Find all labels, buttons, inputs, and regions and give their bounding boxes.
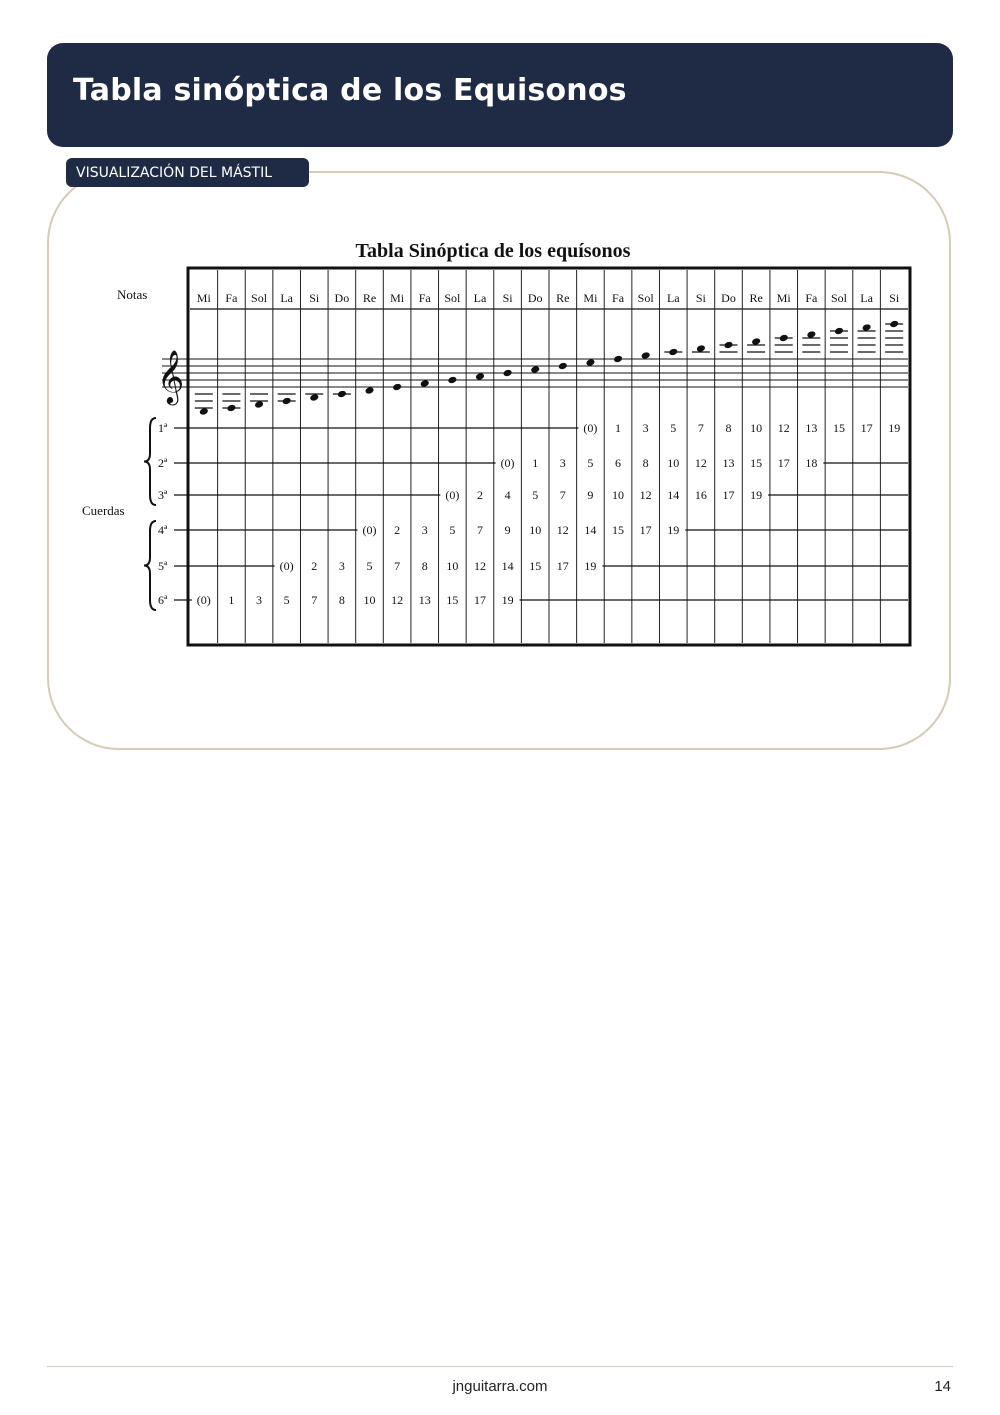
fret-number: 19 (750, 488, 763, 502)
fret-number: 9 (504, 523, 511, 537)
fret-number: 12 (777, 421, 790, 435)
fret-number: 8 (642, 456, 649, 470)
fret-number: 5 (449, 523, 456, 537)
fret-number: 19 (667, 523, 680, 537)
string-label: 4ª (158, 523, 168, 537)
note-name: La (666, 291, 680, 305)
header-banner (47, 43, 953, 147)
note-name: Sol (830, 291, 847, 305)
fret-number: 15 (529, 559, 542, 573)
fret-number: 1 (228, 593, 235, 607)
fret-number: 3 (338, 559, 345, 573)
fret-number: 15 (446, 593, 459, 607)
fret-number: 5 (587, 456, 594, 470)
fret-number: (0) (583, 421, 598, 435)
fret-number: 10 (529, 523, 542, 537)
note-head (365, 386, 375, 395)
fret-number: 19 (501, 593, 514, 607)
fret-number: 13 (805, 421, 818, 435)
note-name: La (473, 291, 487, 305)
fret-number: 17 (556, 559, 569, 573)
page-title: Tabla sinóptica de los Equisonos (73, 73, 627, 108)
fret-number: 12 (639, 488, 652, 502)
fret-number: 7 (394, 559, 401, 573)
fret-number: 3 (256, 593, 263, 607)
fret-number: 17 (722, 488, 735, 502)
fret-number: 8 (725, 421, 732, 435)
note-head (724, 341, 734, 350)
note-name: Si (309, 291, 320, 305)
note-name: La (860, 291, 873, 305)
string-label: 2ª (158, 456, 168, 470)
fret-number: 17 (473, 593, 486, 607)
fret-number: 13 (418, 593, 431, 607)
fret-number: 10 (612, 488, 625, 502)
fret-number: 3 (642, 421, 649, 435)
fret-number: 10 (750, 421, 763, 435)
note-head (282, 397, 292, 406)
note-name: Sol (444, 291, 461, 305)
note-head (337, 390, 347, 399)
note-head (530, 365, 540, 374)
fret-number: 12 (694, 456, 707, 470)
fret-number: 8 (338, 593, 345, 607)
note-name: Re (749, 291, 763, 305)
fret-number: 15 (832, 421, 845, 435)
note-name: Fa (612, 291, 625, 305)
fret-number: 8 (421, 559, 428, 573)
fret-number: 5 (532, 488, 539, 502)
fret-number: 5 (283, 593, 290, 607)
note-name: Mi (390, 291, 405, 305)
fret-number: 2 (311, 559, 318, 573)
brace-icon (144, 418, 156, 505)
fret-number: 18 (805, 456, 818, 470)
fret-number: 7 (559, 488, 566, 502)
fret-number: 3 (421, 523, 428, 537)
note-head (834, 327, 844, 336)
fret-number: 5 (366, 559, 373, 573)
brace-icon (144, 521, 156, 610)
note-name: Re (362, 291, 377, 305)
note-name: Si (889, 291, 900, 305)
footer-site: jnguitarra.com (452, 1378, 548, 1395)
fret-number: (0) (196, 593, 211, 607)
table-grid (144, 268, 910, 645)
treble-clef-icon: 𝄞 (157, 351, 185, 402)
note-name: Mi (776, 291, 791, 305)
note-name: Fa (225, 291, 238, 305)
fret-number: 4 (504, 488, 511, 502)
fret-number: (0) (500, 456, 515, 470)
note-name: Sol (251, 291, 268, 305)
fret-number: 14 (501, 559, 514, 573)
strings-label: Cuerdas (82, 503, 125, 518)
note-head (475, 372, 485, 381)
fret-number: 10 (446, 559, 459, 573)
string-label: 1ª (158, 421, 168, 435)
fret-number: 14 (584, 523, 597, 537)
note-head (613, 355, 623, 364)
note-head (585, 358, 595, 367)
note-head (779, 334, 789, 343)
note-head (392, 383, 402, 392)
fret-number: 15 (612, 523, 625, 537)
string-label: 3ª (158, 488, 168, 502)
page-number: 14 (934, 1378, 951, 1395)
equisonos-table-figure (70, 225, 930, 695)
note-head (447, 376, 457, 385)
fret-number: 16 (694, 488, 707, 502)
note-name: Mi (583, 291, 598, 305)
note-head (889, 320, 899, 329)
footer-divider (47, 1366, 953, 1367)
note-name: Si (502, 291, 513, 305)
notes-label: Notas (117, 287, 148, 302)
fret-number: 15 (750, 456, 763, 470)
note-head (503, 369, 513, 378)
fret-number: 14 (667, 488, 680, 502)
fret-number: 2 (394, 523, 401, 537)
fret-number: 19 (584, 559, 597, 573)
music-staff (157, 320, 908, 416)
fret-number: 17 (777, 456, 790, 470)
string-label: 6ª (158, 593, 168, 607)
note-head (558, 362, 568, 371)
figure-title: Tabla Sinóptica de los equísonos (355, 240, 631, 262)
note-name: La (280, 291, 293, 305)
fret-number: 7 (476, 523, 483, 537)
fret-number: 1 (532, 456, 539, 470)
fret-number: 12 (391, 593, 404, 607)
note-name: Fa (418, 291, 431, 305)
fret-number: 2 (476, 488, 483, 502)
fret-number: 1 (615, 421, 622, 435)
fret-number: 7 (311, 593, 318, 607)
section-tab: VISUALIZACIÓN DEL MÁSTIL (66, 158, 309, 187)
note-name: Mi (196, 291, 211, 305)
note-head (420, 379, 430, 388)
fret-number: 3 (559, 456, 566, 470)
fret-number: 19 (888, 421, 901, 435)
note-name: Si (695, 291, 706, 305)
note-head (641, 351, 651, 360)
fret-number: 9 (587, 488, 594, 502)
fret-number: 13 (722, 456, 735, 470)
fret-number: 12 (473, 559, 486, 573)
note-name: Do (334, 291, 350, 305)
fret-number: (0) (279, 559, 294, 573)
note-head (668, 348, 678, 357)
fret-number: 6 (615, 456, 622, 470)
fret-number: 5 (670, 421, 677, 435)
fret-number: 17 (860, 421, 873, 435)
fret-number: 17 (639, 523, 652, 537)
fret-number: 10 (363, 593, 376, 607)
fret-number: 7 (697, 421, 704, 435)
note-name: Fa (805, 291, 818, 305)
note-name: Do (721, 291, 736, 305)
note-head (226, 404, 236, 413)
fret-number: (0) (445, 488, 460, 502)
equisonos-table (70, 225, 930, 695)
fret-number: 10 (667, 456, 680, 470)
fret-number: (0) (362, 523, 377, 537)
note-name: Do (527, 291, 543, 305)
string-label: 5ª (158, 559, 168, 573)
fret-number: 12 (556, 523, 569, 537)
note-name: Re (556, 291, 570, 305)
note-name: Sol (637, 291, 654, 305)
